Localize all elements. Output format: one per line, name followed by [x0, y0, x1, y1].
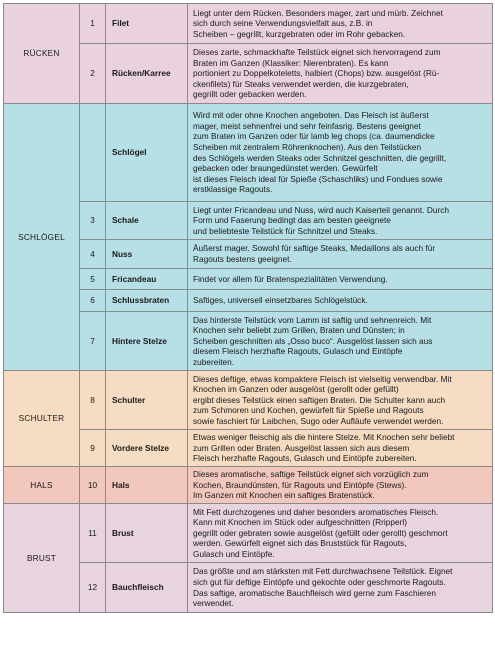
cut-name: Schale	[106, 202, 188, 240]
description-line: Saftiges, universell einsetzbares Schlögelstück.	[193, 295, 368, 306]
description-line: mager, meist sehnenfrei und sehr feinfasrig. Bestens geeignet	[193, 120, 421, 131]
cut-description	[188, 371, 493, 430]
table-row	[4, 4, 493, 44]
cut-name: Fricandeau	[106, 269, 188, 290]
cut-number: 9	[80, 430, 106, 467]
description-line: gegrillt oder gebacken werden.	[193, 89, 307, 100]
cut-name: Hals	[106, 467, 188, 504]
description-line: Scheiben mit zentralem Röhrenknochen). Aus den Teilstücken	[193, 141, 422, 152]
cut-name: Schulter	[106, 371, 188, 430]
cut-name: Schlussbraten	[106, 290, 188, 312]
description-line: und beliebteste Teilstück für Schnitzel und Steaks.	[193, 225, 378, 236]
description-line: Form und Faserung bedingt das am besten geeignete	[193, 215, 391, 226]
description-line: Das saftige, aromatische Bauchfleisch wird gerne zum Faschieren	[193, 587, 437, 598]
cut-number: 2	[80, 44, 106, 104]
description-line: portioniert zu Doppelkoteletts, halbiert (Chops) bzw. ausgelöst (Rü-	[193, 68, 440, 79]
group-label-ruecken: RÜCKEN	[4, 4, 80, 104]
cut-description	[188, 312, 493, 371]
cut-description	[188, 104, 493, 202]
table-row	[4, 504, 493, 563]
cut-name: Schlögel	[106, 104, 188, 202]
cuts-table-body	[4, 4, 493, 613]
description-line: verwendet.	[193, 598, 234, 609]
cut-number: 8	[80, 371, 106, 430]
cut-name: Brust	[106, 504, 188, 563]
description-line: Kann mit Knochen im Stück oder aufgeschnitten (Rripperl)	[193, 517, 407, 528]
description-line: Äußerst mager. Sowohl für saftige Steaks, Medaillons als auch für	[193, 243, 436, 254]
group-label-schulter: SCHULTER	[4, 371, 80, 467]
description-line: sowie faschiert für Laibchen, Sugo oder Aufläufe verwendet werden.	[193, 415, 444, 426]
description-line: Scheiben – gegrillt, kurzgebraten oder im Rohr gebacken.	[193, 28, 406, 39]
cut-number: 12	[80, 563, 106, 613]
description-line: Das hinterste Teilstück vom Lamm ist saftig und sehnenreich. Mit	[193, 314, 432, 325]
description-line: Braten im Ganzen (Klassiker: Nierenbraten). Es kann	[193, 57, 389, 68]
description-line: zubereiten.	[193, 356, 235, 367]
cut-description	[188, 44, 493, 104]
description-line: Gulasch und Eintöpfe.	[193, 548, 275, 559]
description-line: Fleisch herzhafte Ragouts, Gulasch und Eintöpfe zubereiten.	[193, 453, 417, 464]
table-row	[4, 104, 493, 202]
group-label-hals: HALS	[4, 467, 80, 504]
description-line: Dieses deftige, etwas kompaktere Fleisch ist vielseitig verwendbar. Mit	[193, 373, 452, 384]
description-line: gebacken oder braungedünstet werden. Gewürfelt	[193, 163, 378, 174]
description-line: Liegt unter Fricandeau und Nuss, wird auch Kaiserteil genannt. Durch	[193, 204, 449, 215]
description-line: werden. Gewürfelt eignet sich das Bruststück für Ragouts,	[193, 538, 407, 549]
group-label-schloegel: SCHLÖGEL	[4, 104, 80, 371]
cut-description	[188, 202, 493, 240]
table-row	[4, 467, 493, 504]
cut-number: 5	[80, 269, 106, 290]
description-line: zum Schmoren und Kochen, gewürfelt für Spieße und Ragouts	[193, 405, 424, 416]
description-line: ckenfilets) für Steaks verwendet werden, die kurzgebraten,	[193, 78, 409, 89]
description-line: sich durch seine Verwendungsvielfalt aus, z.B. in	[193, 18, 373, 29]
description-line: ist dieses Fleisch ideal für Spieße (Schaschliks) und Fondues sowie	[193, 173, 443, 184]
cut-number: 1	[80, 4, 106, 44]
cut-description	[188, 430, 493, 467]
cut-description	[188, 269, 493, 290]
description-line: Kochen, Braundünsten, für Ragouts und Eintöpfe (Stews).	[193, 479, 407, 490]
description-line: des Schlögels werden Steaks oder Schnitzel geschnitten, die gegrillt,	[193, 152, 447, 163]
cut-number: 3	[80, 202, 106, 240]
description-line: Etwas weniger fleischig als die hintere Stelze. Mit Knochen sehr beliebt	[193, 432, 455, 443]
cut-number	[80, 104, 106, 202]
cut-number: 10	[80, 467, 106, 504]
description-line: Das größte und am stärksten mit Fett durchwachsene Teilstück. Eignet	[193, 566, 453, 577]
description-line: Ragouts bestens geeignet.	[193, 254, 292, 264]
description-line: gegrillt oder gebraten sowie ausgelöst (gefüllt oder gerollt) geschmort	[193, 527, 448, 538]
description-line: Mit Fett durchzogenes und daher besonders aromatisches Fleisch.	[193, 506, 439, 517]
description-line: diesem Fleisch herzhafte Ragouts, Gulasch und Eintöpfe	[193, 346, 403, 357]
cut-number: 11	[80, 504, 106, 563]
lamb-cuts-table	[3, 3, 493, 613]
description-line: Findet vor allem für Bratenspezialitäten Verwendung.	[193, 273, 388, 284]
cut-description	[188, 240, 493, 269]
description-line: Knochen sehr beliebt zum Grillen, Braten und Dünsten; in	[193, 325, 405, 336]
group-label-brust: BRUST	[4, 504, 80, 613]
table-row	[4, 371, 493, 430]
description-line: zum Grillen oder Braten. Ausgelöst lassen sich aus diesem	[193, 442, 410, 453]
description-line: Dieses aromatische, saftige Teilstück eignet sich vorzüglich zum	[193, 469, 429, 480]
cut-name: Rücken/Karree	[106, 44, 188, 104]
description-line: Dieses zarte, schmackhafte Teilstück eignet sich hervorragend zum	[193, 47, 441, 58]
description-line: Knochen im Ganzen oder ausgelöst (gerollt oder gefüllt)	[193, 384, 399, 395]
cut-description	[188, 290, 493, 312]
cut-name: Filet	[106, 4, 188, 44]
description-line: erstklassige Ragouts.	[193, 184, 273, 195]
cut-name: Hintere Stelze	[106, 312, 188, 371]
description-line: zum Braten im Ganzen oder für lamb leg chops (ca. daumendicke	[193, 131, 435, 142]
description-line: sich gut für deftige Eintöpfe und gekochte oder geschmorte Ragouts.	[193, 576, 446, 587]
cut-number: 7	[80, 312, 106, 371]
description-line: Liegt unter dem Rücken. Besonders mager, zart und mürb. Zeichnet	[193, 7, 443, 18]
description-line: ergibt dieses Teilstück einen saftigen Braten. Die Schulter kann auch	[193, 394, 446, 405]
description-line: Wird mit oder ohne Knochen angeboten. Das Fleisch ist äußerst	[193, 110, 429, 121]
description-line: Im Ganzen mit Knochen ein saftiges Bratenstück.	[193, 490, 375, 501]
cut-description	[188, 4, 493, 44]
description-line: Scheiben geschnitten als „Osso buco“. Ausgelöst lassen sich aus	[193, 335, 433, 346]
cut-number: 4	[80, 240, 106, 269]
cut-name: Vordere Stelze	[106, 430, 188, 467]
cut-description	[188, 563, 493, 613]
cut-name: Bauchfleisch	[106, 563, 188, 613]
cut-number: 6	[80, 290, 106, 312]
cut-description	[188, 467, 493, 504]
cut-description	[188, 504, 493, 563]
cut-name: Nuss	[106, 240, 188, 269]
